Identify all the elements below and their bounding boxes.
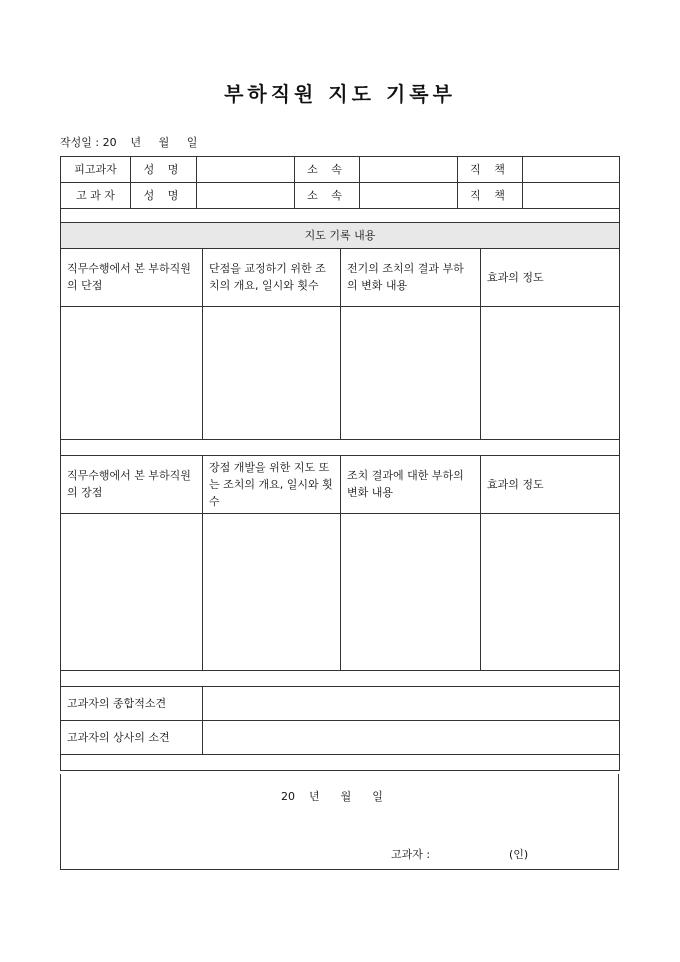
superior-opinion-label: 고과자의 상사의 소견: [61, 720, 203, 754]
weakness-col-1: 직무수행에서 본 부하직원의 단점: [61, 248, 203, 306]
appraisee-name-field[interactable]: [197, 157, 295, 183]
document-title: 부하직원 지도 기록부: [224, 82, 456, 106]
appraiser-position-label: 직 책: [458, 183, 523, 209]
strength-entry-row: [61, 513, 620, 670]
appraiser-dept-field[interactable]: [360, 183, 458, 209]
appraiser-label: 고 과 자: [61, 183, 131, 209]
weakness-entry-2[interactable]: [203, 306, 341, 439]
appraisee-position-field[interactable]: [523, 157, 620, 183]
guidance-record-table: [60, 208, 619, 771]
strength-entry-2[interactable]: [203, 513, 341, 670]
signature-date: 20 년 월 일: [281, 790, 383, 803]
appraiser-name-field[interactable]: [197, 183, 295, 209]
strength-entry-3[interactable]: [341, 513, 481, 670]
superior-opinion-row: [61, 720, 620, 754]
appraiser-dept-label: 소 속: [295, 183, 360, 209]
appraisee-row: [61, 157, 620, 183]
overall-opinion-row: [61, 686, 620, 720]
creation-date: 작성일 : 20 년 월 일: [60, 136, 198, 149]
appraiser-row: [61, 183, 620, 209]
strength-col-1: 직무수행에서 본 부하직원의 장점: [61, 455, 203, 513]
strength-header-row: [61, 455, 620, 513]
strength-entry-1[interactable]: [61, 513, 203, 670]
appraisee-position-label: 직 책: [458, 157, 523, 183]
weakness-entry-1[interactable]: [61, 306, 203, 439]
strength-entry-4[interactable]: [481, 513, 620, 670]
overall-opinion-label: 고과자의 종합적소견: [61, 686, 203, 720]
personnel-info-table: [60, 156, 619, 209]
section-title: 지도 기록 내용: [61, 222, 620, 248]
weakness-entry-4[interactable]: [481, 306, 620, 439]
strength-col-4: 효과의 정도: [481, 455, 620, 513]
strength-col-3: 조치 결과에 대한 부하의 변화 내용: [341, 455, 481, 513]
appraisee-dept-field[interactable]: [360, 157, 458, 183]
appraiser-name-label: 성 명: [131, 183, 197, 209]
appraisee-dept-label: 소 속: [295, 157, 360, 183]
appraisee-label: 피고과자: [61, 157, 131, 183]
superior-opinion-field[interactable]: [203, 720, 620, 754]
signature-block: [60, 774, 619, 870]
weakness-entry-3[interactable]: [341, 306, 481, 439]
weakness-col-3: 전기의 조치의 결과 부하의 변화 내용: [341, 248, 481, 306]
seal-mark: (인): [509, 848, 529, 861]
weakness-col-2: 단점을 교정하기 위한 조치의 개요, 일시와 횟수: [203, 248, 341, 306]
signer-label: 고과자 :: [391, 848, 431, 861]
weakness-col-4: 효과의 정도: [481, 248, 620, 306]
weakness-header-row: [61, 248, 620, 306]
appraiser-position-field[interactable]: [523, 183, 620, 209]
overall-opinion-field[interactable]: [203, 686, 620, 720]
appraisee-name-label: 성 명: [131, 157, 197, 183]
weakness-entry-row: [61, 306, 620, 439]
strength-col-2: 장점 개발을 위한 지도 또는 조치의 개요, 일시와 횟수: [203, 455, 341, 513]
